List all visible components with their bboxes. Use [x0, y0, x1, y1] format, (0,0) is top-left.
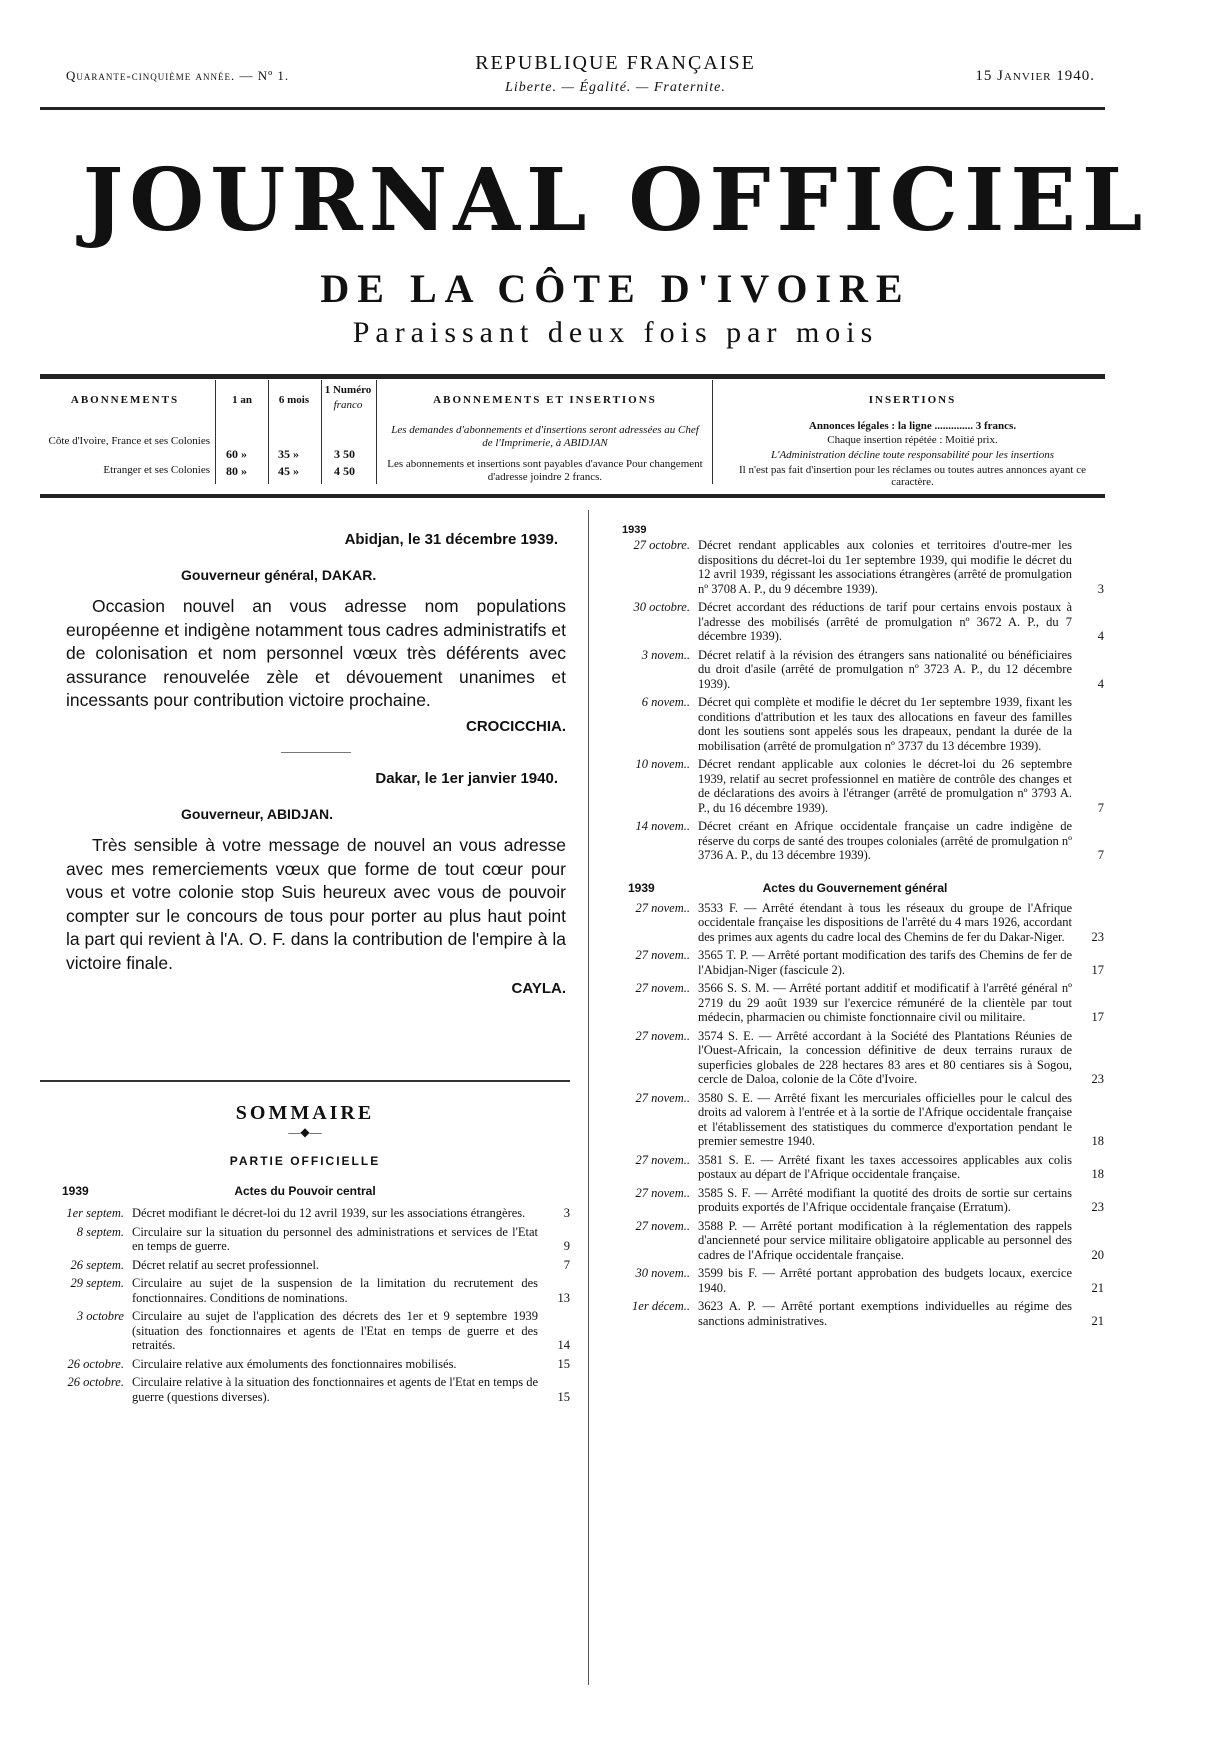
- separator: [281, 752, 351, 753]
- row1-6mois: 35 »: [278, 447, 299, 461]
- journal-subtitle: DE LA CÔTE D'IVOIRE: [320, 266, 911, 311]
- insertions-line-4: Il n'est pas fait d'insertion pour les réclames ou toutes autres annonces ayant ce caractère.: [739, 464, 1086, 488]
- entry-date: 8 septem.: [76, 1224, 124, 1239]
- summary-entry: [40, 1206, 570, 1221]
- entry-date: 3 octobre: [76, 1309, 124, 1323]
- row2-1an: 80 »: [226, 464, 247, 478]
- publication-frequency: Paraissant deux fois par mois: [352, 316, 879, 349]
- entry-date: 27 novem..: [635, 1218, 690, 1233]
- message1-place-date: Abidjan, le 31 décembre 1939.: [344, 531, 558, 548]
- col-divider: [376, 380, 377, 484]
- entry-text: 3585 S. F. — Arrêté modifiant la quotité des droits de sortie sur certains produits exportés de l'Afrique occidentale française (Erratum).: [698, 1185, 1072, 1214]
- message1-signature: CROCICCHIA.: [466, 717, 566, 735]
- entry-date: 27 novem..: [635, 981, 690, 995]
- entry-page: 15: [557, 1389, 570, 1404]
- message1-body: Occasion nouvel an vous adresse nom populations européenne et indigène notamment tous cadres administratifs et de colonisation et nom personnel vœux très déférents avec assurance renouvelée zèle et dévouement unanimes et incessants pour contribution victoire prochaine.: [66, 596, 566, 710]
- group-title: Actes du Gouvernement général: [762, 880, 948, 895]
- summary-entry: [606, 538, 1104, 596]
- entry-date: 6 novem..: [641, 695, 690, 709]
- entry-page: 18: [1091, 1134, 1104, 1148]
- entry-text: 3574 S. E. — Arrêté accordant à la Société des Plantations Réunies de l'Ouest-Africain, la concession définitive de deux terrains ruraux de superficies globales de 228 hectares 83 ares et 80 centiares sis à Sogou, cercle de Daloa, colonie de la Côte d'Ivoire.: [698, 1028, 1072, 1086]
- entry-page: 4: [1097, 676, 1104, 691]
- summary-entry: [606, 819, 1104, 863]
- entry-text: Décret qui complète et modifie le décret du 1er septembre 1939, fixant les conditions d'attribution et les taux des allocations en faveur des familles dont les soutiens sont appelés sous les drapeaux, pendant la durée de la mobilisation (arrêté de promulgation nº 3737 du 13 décembre 1939).: [698, 695, 1072, 753]
- summary-entry: [606, 1029, 1104, 1087]
- sommaire-title: SOMMAIRE: [235, 1102, 375, 1124]
- entry-text: Décret relatif au secret professionnel.: [132, 1257, 320, 1272]
- entry-date: 29 septem.: [70, 1276, 124, 1290]
- col-1an: 1 an: [232, 394, 252, 406]
- entry-page: 21: [1091, 1313, 1104, 1328]
- entry-text: Circulaire relative aux émoluments des fonctionnaires mobilisés.: [132, 1356, 457, 1371]
- summary-entry: [606, 1299, 1104, 1328]
- row1-numero: 3 50: [334, 447, 355, 461]
- summary-entry: [40, 1258, 570, 1273]
- col-numero-franco: franco: [333, 399, 363, 411]
- group-row-gouvernement-general: [606, 881, 1104, 899]
- entry-text: Décret modifiant le décret-loi du 12 avril 1939, sur les associations étrangères.: [132, 1206, 526, 1220]
- entry-text: Circulaire au sujet de la suspension de la limitation du recrutement des fonctionnaires. Conditions de nominations.: [132, 1276, 538, 1305]
- summary-entry: [606, 600, 1104, 644]
- entry-text: Décret créant en Afrique occidentale française un cadre indigène de réserve du corps de santé des troupes coloniales (arrêté de promulgation nº 3736 A. P., du 13 décembre 1939).: [698, 819, 1072, 862]
- entry-date: 26 octobre.: [67, 1375, 124, 1389]
- mid-text-2: Les abonnements et insertions sont payables d'avance Pour changement d'adresse joindre 2 francs.: [387, 458, 703, 483]
- entry-text: 3588 P. — Arrêté portant modification à la réglementation des rappels d'ancienneté pour service militaire obligatoire applicable au personnel des cadres de l'Afrique occidentale française.: [698, 1218, 1072, 1262]
- entry-page: 13: [557, 1290, 570, 1305]
- summary-entry: [606, 1266, 1104, 1295]
- entry-page: 23: [1091, 1072, 1104, 1086]
- republic-heading: REPUBLIQUE FRANÇAISE: [475, 52, 756, 74]
- summary-entry: [40, 1309, 570, 1353]
- entry-page: 23: [1091, 1200, 1104, 1214]
- right-year: 1939: [622, 524, 647, 536]
- row1-1an: 60 »: [226, 447, 247, 461]
- entry-date: 1er septem.: [66, 1206, 124, 1220]
- row2-label: Etranger et ses Colonies: [103, 464, 210, 476]
- entry-page: 3: [563, 1206, 570, 1220]
- mid-text-1: Les demandes d'abonnements et d'insertions seront adressées au Chef de l'Imprimerie, à ABIDJAN: [391, 424, 699, 449]
- entry-page: 4: [1097, 629, 1104, 643]
- entry-date: 27 novem..: [635, 900, 690, 915]
- entry-page: 15: [557, 1356, 570, 1371]
- entry-date: 27 novem..: [635, 1090, 690, 1105]
- entry-text: Circulaire relative à la situation des fonctionnaires et agents de l'Etat en temps de guerre (questions diverses).: [132, 1375, 538, 1404]
- subscription-table: [40, 380, 1105, 488]
- top-rule: [40, 107, 1105, 110]
- entry-page: 14: [557, 1338, 570, 1352]
- entry-date: 27 novem..: [635, 1185, 690, 1200]
- entry-page: 7: [1097, 848, 1104, 862]
- entry-date: 27 novem..: [635, 1028, 690, 1043]
- entry-date: 27 octobre.: [633, 538, 690, 552]
- group-year: 1939: [628, 880, 655, 895]
- summary-entry: [40, 1357, 570, 1372]
- col-divider: [321, 380, 322, 484]
- entry-date: 30 novem..: [635, 1266, 690, 1280]
- entry-text: 3581 S. E. — Arrêté fixant les taxes accessoires applicables aux colis postaux au départ de l'Afrique occidentale française.: [698, 1152, 1072, 1181]
- entry-text: 3599 bis F. — Arrêté portant approbation des budgets locaux, exercice 1940.: [698, 1266, 1072, 1295]
- entry-date: 30 octobre.: [633, 600, 690, 614]
- entry-date: 26 septem.: [70, 1257, 124, 1272]
- message2-place-date: Dakar, le 1er janvier 1940.: [375, 770, 558, 787]
- entry-text: 3623 A. P. — Arrêté portant exemptions individuelles au régime des sanctions administratives.: [698, 1299, 1072, 1328]
- col-divider: [215, 380, 216, 484]
- summary-entry: [606, 981, 1104, 1025]
- insertions-line-1: Annonces légales : la ligne .............. 3 francs.: [808, 420, 1017, 432]
- message2-body: Très sensible à votre message de nouvel an vous adresse avec mes remerciements vœux que forme de tout cœur pour vous et votre colonie stop Suis heureux avec vous de pouvoir compter sur le concours de tous pour porter au plus haut point la part qui revient à l'A. O. F. dans la contribution de l'empire à la victoire finale.: [66, 835, 566, 973]
- entry-text: 3565 T. P. — Arrêté portant modification des tarifs des Chemins de fer de l'Abidjan-Niger (fascicule 2).: [698, 948, 1072, 977]
- entry-page: 18: [1091, 1167, 1104, 1181]
- entry-text: Circulaire au sujet de l'application des décrets des 1er et 9 septembre 1939 (situation des fonctionnaires et agents de l'Etat en temps de guerre et des retraités.: [132, 1309, 538, 1352]
- entry-text: Décret rendant applicable aux colonies le décret-loi du 26 septembre 1939, relatif au secret professionnel en matière de contrôle des changes et de déclarations des avoirs à l'étranger (arrêté de promulgation nº 3793 A. P., du 16 décembre 1939).: [698, 757, 1072, 815]
- mid-header: ABONNEMENTS ET INSERTIONS: [433, 394, 657, 406]
- entry-page: 7: [1097, 800, 1104, 815]
- insertions-line-3: L'Administration décline toute responsabilité pour les insertions: [770, 449, 1055, 461]
- summary-entry: [606, 1186, 1104, 1215]
- col-divider: [268, 380, 269, 484]
- summary-entry: [606, 648, 1104, 692]
- sommaire-right: [606, 524, 1104, 1332]
- message2-signature: CAYLA.: [511, 980, 566, 997]
- entry-page: 17: [1091, 1010, 1104, 1024]
- right-entries-list-2: [606, 901, 1104, 1329]
- motto: Liberte. — Égalité. — Fraternite.: [505, 80, 726, 95]
- entry-date: 1er décem..: [632, 1299, 690, 1313]
- group-year: 1939: [62, 1184, 89, 1198]
- message1-recipient: Gouverneur général, DAKAR.: [181, 566, 377, 583]
- entry-page: 17: [1091, 962, 1104, 977]
- entry-page: 7: [563, 1257, 570, 1272]
- sommaire-rule: [40, 1080, 570, 1082]
- ornament: —◆—: [288, 1125, 322, 1139]
- summary-entry: [606, 757, 1104, 815]
- entry-date: 27 novem..: [635, 948, 690, 962]
- summary-entry: [606, 695, 1104, 753]
- group-row-pouvoir-central: [40, 1184, 570, 1202]
- entry-page: 3: [1097, 581, 1104, 596]
- summary-entry: [606, 1153, 1104, 1182]
- column-divider: [588, 510, 589, 1685]
- entry-text: 3533 F. — Arrêté étendant à tous les réseaux du groupe de l'Afrique occidentale française les dispositions de l'arrêté du 4 mars 1926, accordant des primes aux agents du cadre local des Chemins de fer du Dakar-Niger.: [698, 900, 1072, 944]
- summary-entry: [40, 1375, 570, 1404]
- summary-entry: [606, 1091, 1104, 1149]
- entry-date: 14 novem..: [635, 819, 690, 833]
- entry-text: Décret accordant des réductions de tarif pour certains envois postaux à l'adresse des mobilisés (arrêté de promulgation nº 3672 A. P., du 7 décembre 1939).: [698, 600, 1072, 643]
- journal-title: JOURNAL OFFICIEL: [82, 150, 1149, 251]
- entry-date: 3 novem..: [641, 647, 690, 662]
- row1-label: Côte d'Ivoire, France et ses Colonies: [48, 435, 210, 447]
- sommaire-left: [40, 1102, 570, 1408]
- row2-numero: 4 50: [334, 464, 355, 478]
- entry-page: 21: [1091, 1280, 1104, 1295]
- message2-recipient: Gouverneur, ABIDJAN.: [181, 805, 333, 822]
- summary-entry: [606, 901, 1104, 945]
- issue-date: 15 Janvier 1940.: [975, 68, 1095, 84]
- issue-number: Quarante-cinquième année. — Nº 1.: [66, 68, 290, 83]
- entry-page: 9: [563, 1239, 570, 1253]
- summary-entry: [606, 1219, 1104, 1263]
- left-entries-list: [40, 1206, 570, 1404]
- abonnements-header: ABONNEMENTS: [70, 394, 180, 406]
- messages-column: [66, 528, 566, 1001]
- entry-text: 3580 S. E. — Arrêté fixant les mercuriales officielles pour le calcul des droits ad valorem à l'entrée et à la sortie de l'Afrique occidentale française et l'établissement des statistiques du commerce d'exportation pendant le premier semestre 1940.: [698, 1090, 1072, 1148]
- table-top-rule: [40, 374, 1105, 379]
- entry-page: 20: [1091, 1247, 1104, 1262]
- entry-text: 3566 S. S. M. — Arrêté portant additif et modificatif à l'arrêté général nº 2719 du 29 août 1939 sur l'exercice rémunéré de la clientèle par tout médecin, pharmacien ou chimiste fonctionnaire civil ou militaire.: [698, 981, 1072, 1024]
- group-title: Actes du Pouvoir central: [234, 1184, 376, 1198]
- summary-entry: [40, 1276, 570, 1305]
- col-numero: 1 Numéro: [324, 384, 372, 396]
- entry-page: 23: [1091, 929, 1104, 944]
- insertions-header: INSERTIONS: [868, 394, 957, 406]
- col-6mois: 6 mois: [278, 394, 310, 406]
- entry-date: 10 novem..: [635, 757, 690, 771]
- right-entries-list-1: [606, 538, 1104, 863]
- summary-entry: [40, 1225, 570, 1254]
- table-bottom-rule: [40, 494, 1105, 498]
- partie-officielle: PARTIE OFFICIELLE: [229, 1154, 381, 1168]
- entry-text: Circulaire sur la situation du personnel des administrations et services de l'Etat en temps de guerre.: [132, 1224, 538, 1253]
- entry-text: Décret rendant applicables aux colonies et territoires d'outre-mer les dispositions du décret-loi du 1er septembre 1939, qui modifie le décret du 12 avril 1939, régissant les associations étrangères (arrêté de promulgation nº 3708 A. P., du 9 décembre 1939).: [698, 538, 1072, 596]
- col-divider: [712, 380, 713, 484]
- summary-entry: [606, 948, 1104, 977]
- entry-date: 27 novem..: [635, 1152, 690, 1167]
- entry-date: 26 octobre.: [67, 1356, 124, 1371]
- row2-6mois: 45 »: [278, 464, 299, 478]
- insertions-line-2: Chaque insertion répétée : Moitié prix.: [827, 434, 998, 446]
- entry-text: Décret relatif à la révision des étrangers sans nationalité ou bénéficiaires du droit d'asile (arrêté de promulgation nº 3723 A. P., du 12 décembre 1939).: [698, 647, 1072, 691]
